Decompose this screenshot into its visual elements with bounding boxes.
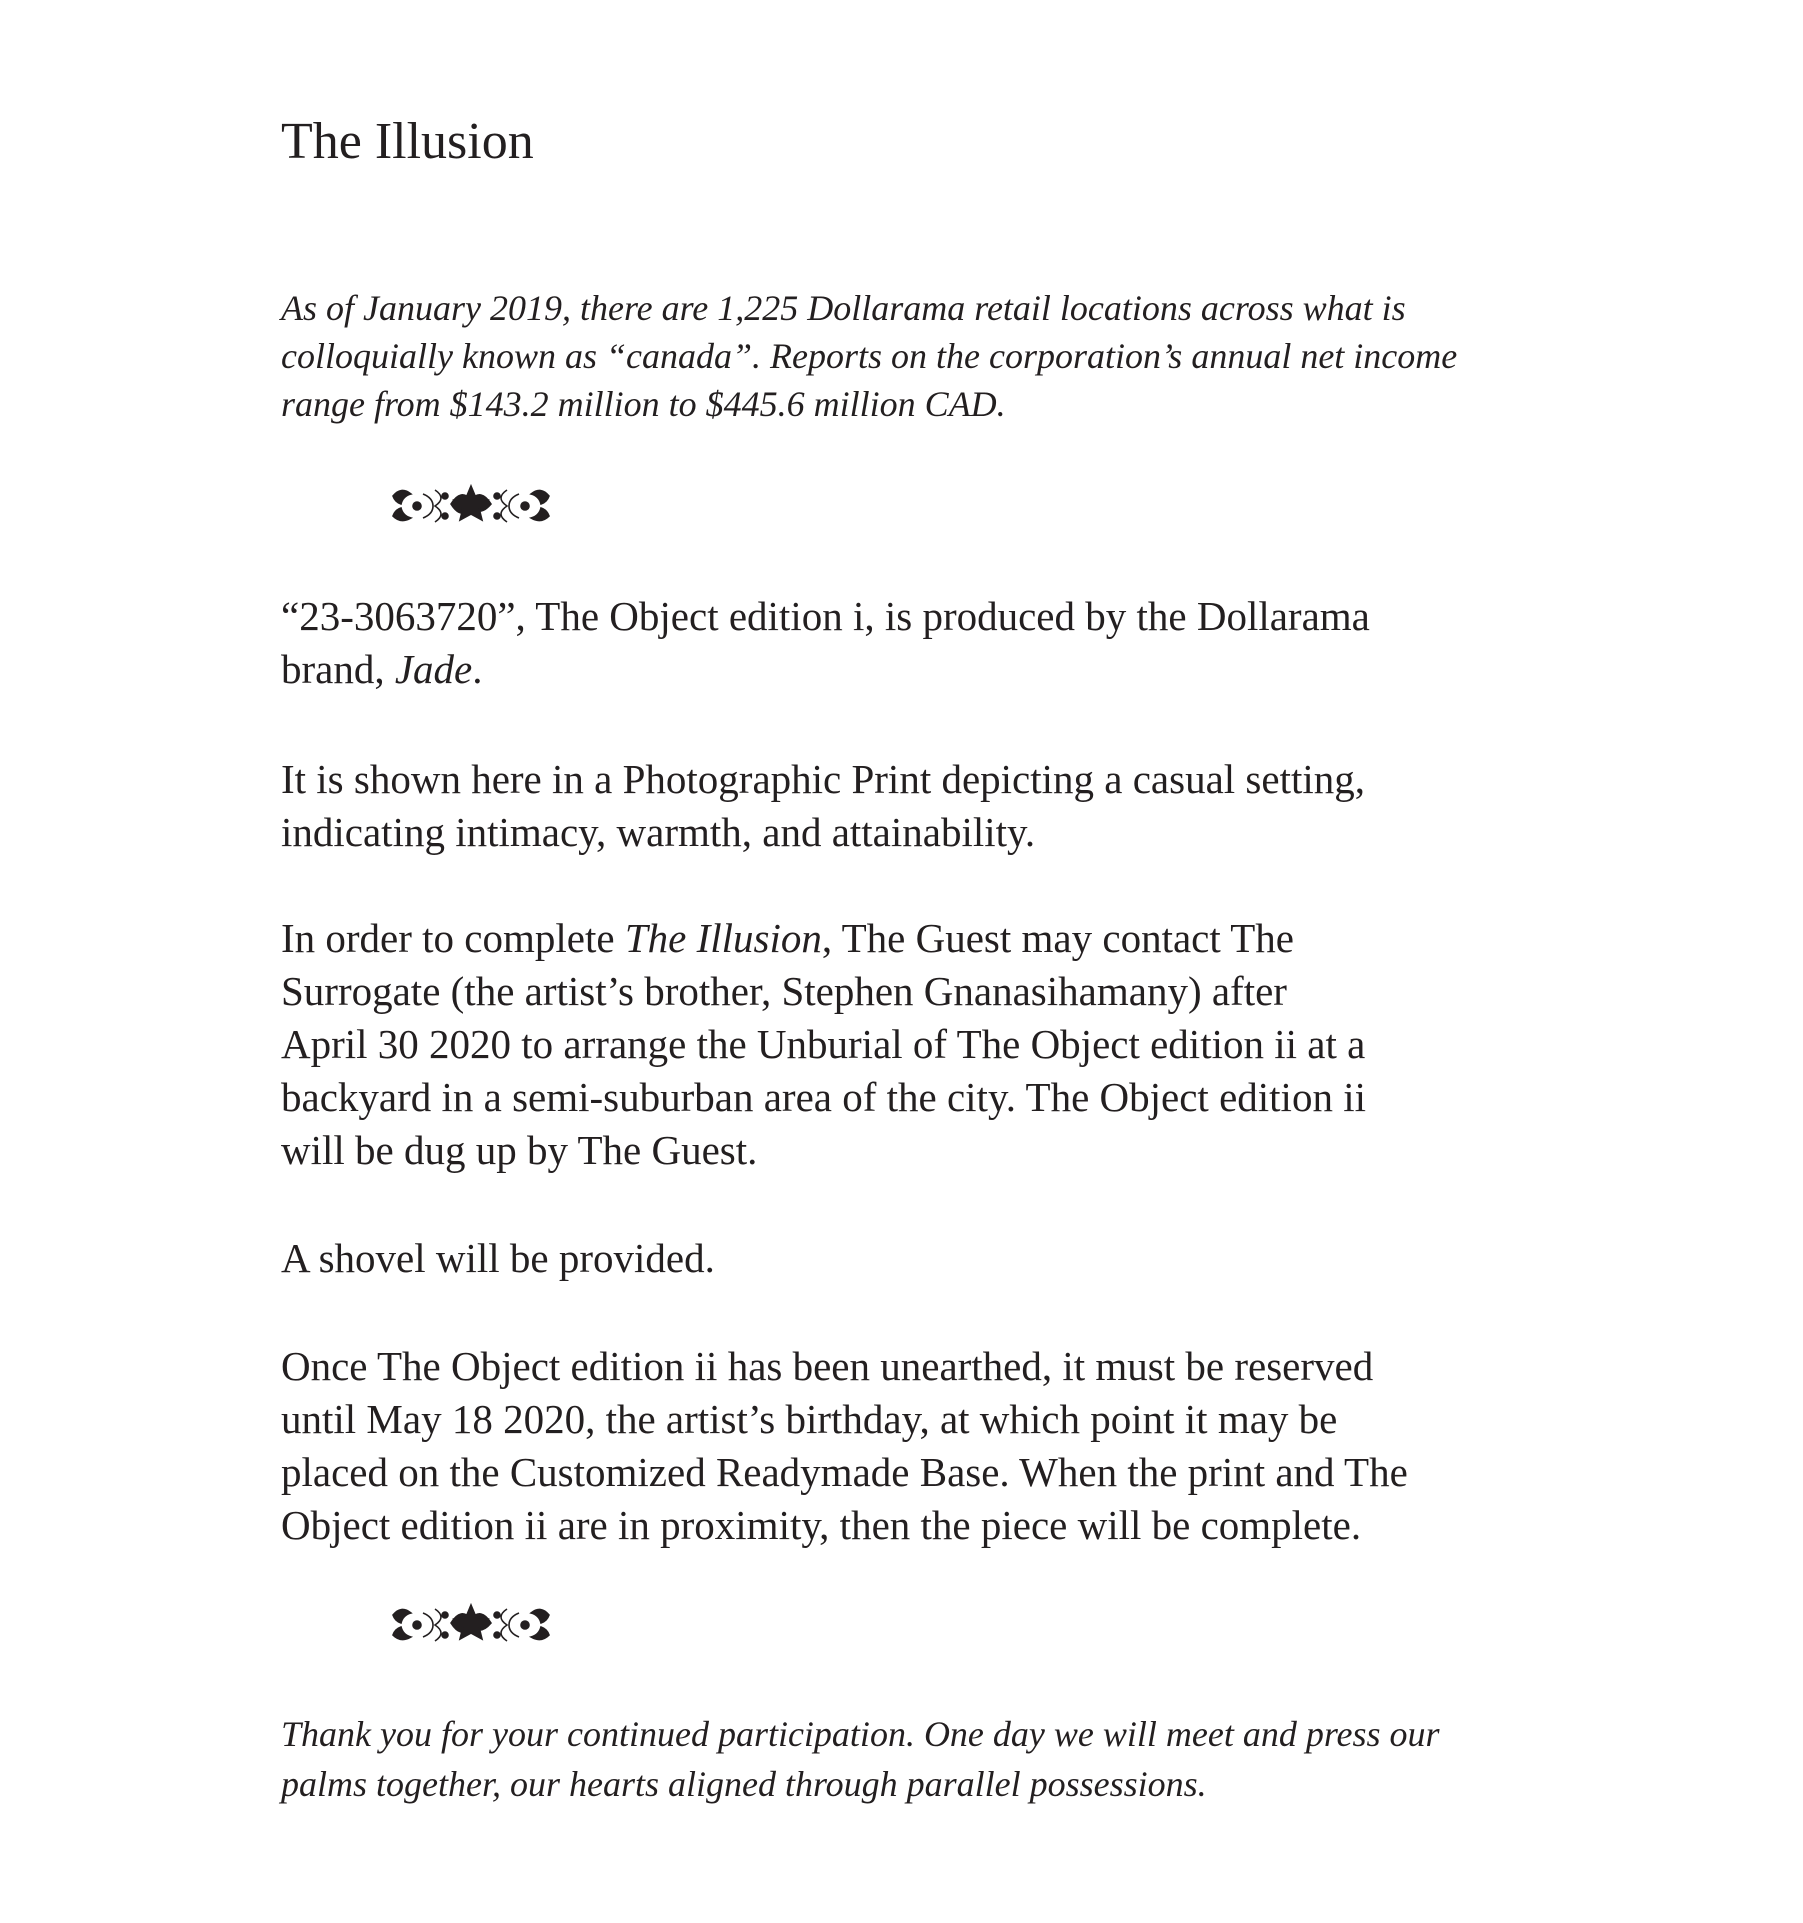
instructions-paragraph — [281, 912, 1366, 1177]
paragraph-line: backyard in a semi-suburban area of the city. The Object edition ii — [281, 1074, 1366, 1120]
closing-line: palms together, our hearts aligned through parallel possessions. — [281, 1764, 1207, 1804]
closing-line: Thank you for your continued participation. One day we will meet and press our — [281, 1714, 1440, 1754]
paragraph-line: A shovel will be provided. — [281, 1235, 715, 1281]
paragraph-line: until May 18 2020, the artist’s birthday, at which point it may be — [281, 1396, 1338, 1442]
intro-paragraph — [281, 284, 1521, 428]
paragraph-line: will be dug up by The Guest. — [281, 1127, 758, 1173]
paragraph-line: April 30 2020 to arrange the Unburial of The Object edition ii at a — [281, 1021, 1366, 1067]
paragraph-text: , The Guest may contact The — [821, 915, 1294, 961]
paragraph-line: “23-3063720”, The Object edition i, is produced by the Dollarama — [281, 593, 1370, 639]
paragraph-text: In order to complete — [281, 915, 625, 961]
object-description-paragraph — [281, 590, 1370, 696]
paragraph-line: Object edition ii are in proximity, then the piece will be complete. — [281, 1502, 1362, 1548]
paragraph-text: brand, — [281, 646, 395, 692]
paragraph-line: indicating intimacy, warmth, and attainability. — [281, 809, 1036, 855]
paragraph-text: . — [472, 646, 483, 692]
intro-line: As of January 2019, there are 1,225 Dollarama retail locations across what is — [281, 288, 1406, 328]
work-title: The Illusion — [624, 915, 822, 961]
closing-paragraph — [281, 1709, 1440, 1809]
intro-line: colloquially known as “canada”. Reports on the corporation’s annual net income — [281, 336, 1458, 376]
paragraph-line: It is shown here in a Photographic Print depicting a casual setting, — [281, 756, 1365, 802]
paragraph-line: placed on the Customized Readymade Base. When the print and The — [281, 1449, 1408, 1495]
page-title: The Illusion — [281, 113, 534, 170]
intro-line: range from $143.2 million to $445.6 million CAD. — [281, 384, 1006, 424]
brand-name: Jade — [394, 646, 473, 692]
print-description-paragraph — [281, 753, 1365, 859]
decorative-fleuron-icon — [387, 1601, 555, 1645]
completion-paragraph — [281, 1340, 1408, 1552]
shovel-paragraph — [281, 1232, 715, 1285]
paragraph-line — [281, 643, 1370, 696]
paragraph-line: Once The Object edition ii has been unearthed, it must be reserved — [281, 1343, 1374, 1389]
decorative-fleuron-icon — [387, 482, 555, 526]
paragraph-line — [281, 912, 1366, 965]
paragraph-line: Surrogate (the artist’s brother, Stephen Gnanasihamany) after — [281, 968, 1287, 1014]
